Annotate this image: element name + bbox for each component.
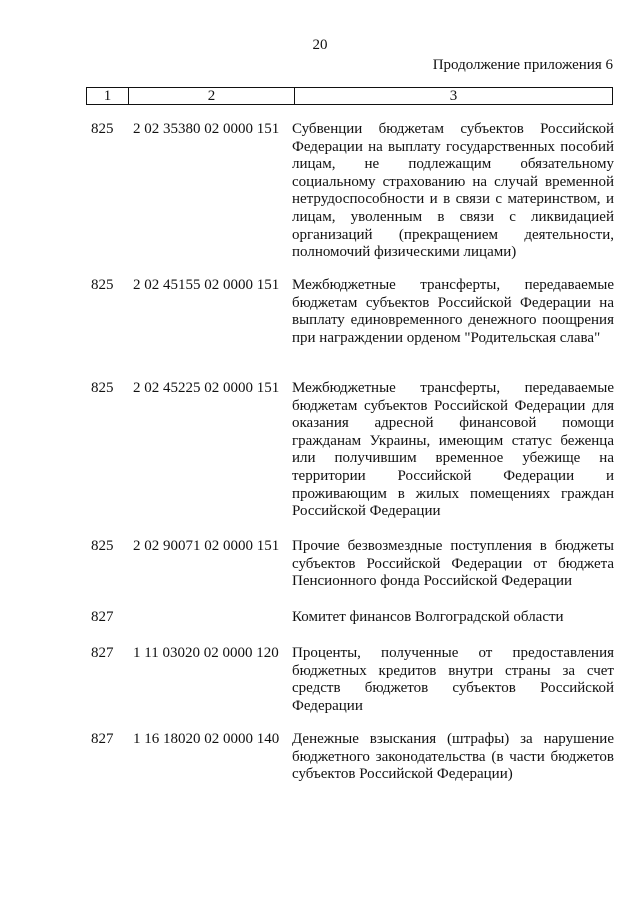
page-number: 20 xyxy=(312,37,328,53)
revenue-description: Межбюджетные трансферты, передаваемые бюджетам субъектов Российской Федерации для оказания адресной финансовой помощи гражданам Украины, имеющим статус беженца или получившим временное убежище на территории Российской Федерации и проживающим в жилых помещениях граждан Российской Федерации xyxy=(292,380,614,520)
column-header-1: 1 xyxy=(87,88,129,105)
budget-classification-code: 2 02 45155 02 0000 151 xyxy=(133,277,280,293)
admin-code: 825 xyxy=(91,121,114,137)
column-header-2: 2 xyxy=(129,88,295,105)
appendix-continuation-label: Продолжение приложения 6 xyxy=(432,57,613,73)
admin-code: 827 xyxy=(91,731,114,747)
revenue-description: Межбюджетные трансферты, передаваемые бюджетам субъектов Российской Федерации на выплату единовременного денежного поощрения при награждении орденом "Родительская слава" xyxy=(292,277,614,346)
revenue-description: Денежные взыскания (штрафы) за нарушение бюджетного законодательства (в части бюджетов субъектов Российской Федерации) xyxy=(292,731,614,783)
table-header xyxy=(86,87,613,105)
budget-classification-code: 1 11 03020 02 0000 120 xyxy=(133,645,279,661)
admin-code: 825 xyxy=(91,538,114,554)
revenue-description: Проценты, полученные от предоставления бюджетных кредитов внутри страны за счет средств бюджетов субъектов Российской Федерации xyxy=(292,645,614,714)
budget-classification-code: 2 02 45225 02 0000 151 xyxy=(133,380,280,396)
admin-code: 825 xyxy=(91,380,114,396)
revenue-description: Субвенции бюджетам субъектов Российской Федерации на выплату государственных пособий лицам, не подлежащим обязательному социальному страхованию на случай временной нетрудоспособности и в связи с материнством, и лицам, уволенным в связи с ликвидацией организаций (прекращением деятельности, полномочий физическими лицами) xyxy=(292,121,614,261)
admin-code: 827 xyxy=(91,609,114,625)
column-header-3: 3 xyxy=(295,88,613,105)
admin-code: 827 xyxy=(91,645,114,661)
admin-code: 825 xyxy=(91,277,114,293)
budget-classification-code: 1 16 18020 02 0000 140 xyxy=(133,731,280,747)
revenue-description: Прочие безвозмездные поступления в бюджеты субъектов Российской Федерации от бюджета Пенсионного фонда Российской Федерации xyxy=(292,538,614,590)
revenue-description: Комитет финансов Волгоградской области xyxy=(292,609,564,625)
budget-classification-code: 2 02 35380 02 0000 151 xyxy=(133,121,280,137)
budget-classification-code: 2 02 90071 02 0000 151 xyxy=(133,538,280,554)
